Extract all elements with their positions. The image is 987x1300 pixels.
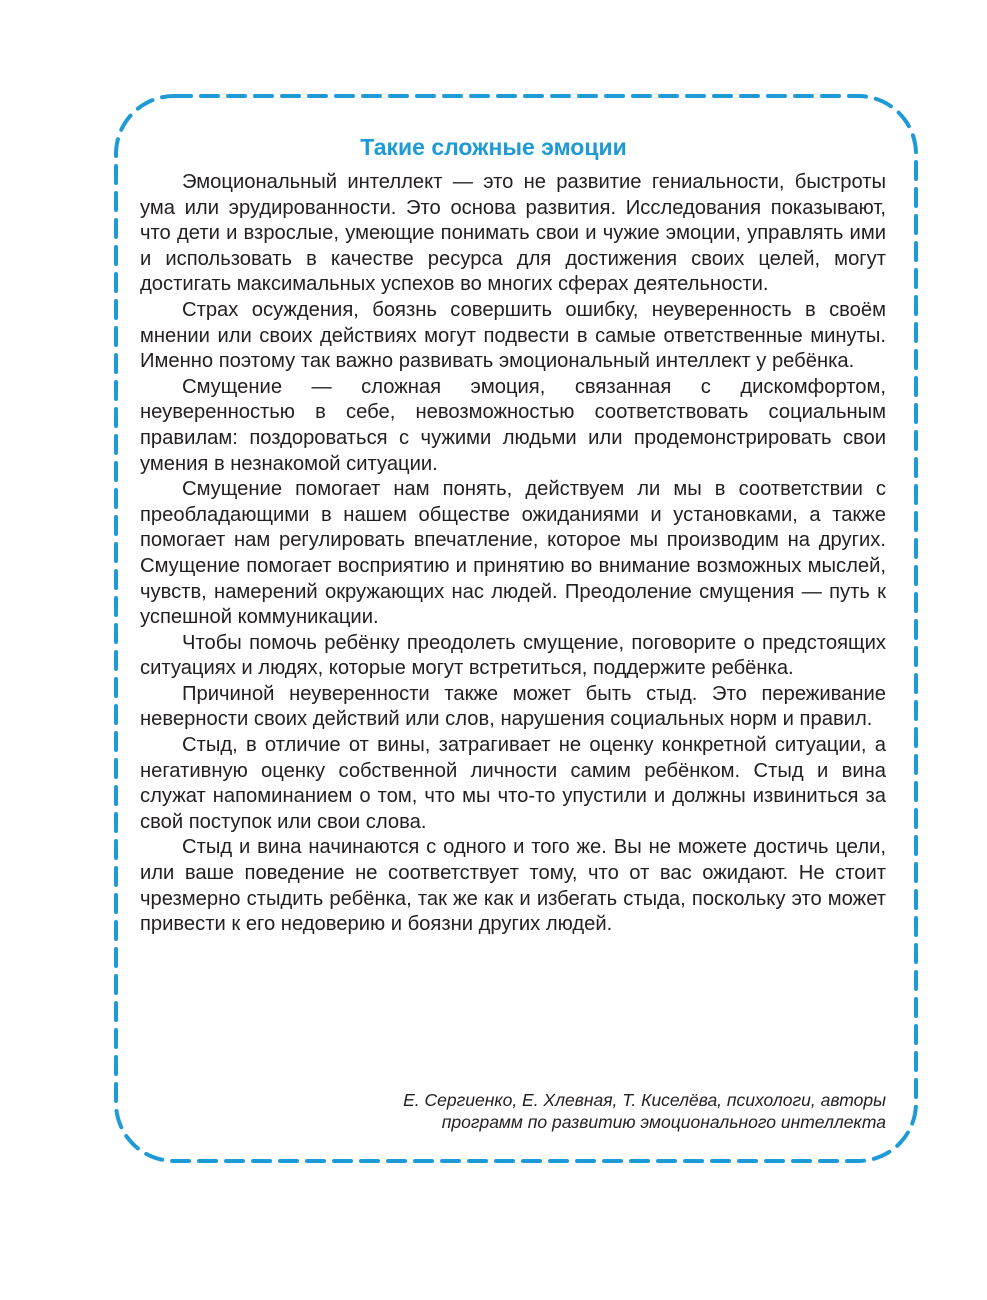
attribution-line-1: Е. Сергиенко, Е. Хлевная, Т. Киселёва, психологи, авторы <box>403 1090 886 1110</box>
paragraph: Чтобы помочь ребёнку преодолеть смущение, поговорите о предстоящих ситуациях и людях, которые могут встретиться, поддержите ребёнка. <box>140 631 886 680</box>
paragraph: Стыд и вина начинаются с одного и того же. Вы не можете достичь цели, или ваше поведение не соответствует тому, что от вас ожидают. Не стоит чрезмерно стыдить ребёнка, так же как и избегать стыда, поскольку это может привести к его недоверию и боязни других людей. <box>140 836 886 936</box>
paragraph: Смущение — сложная эмоция, связанная с дискомфортом, неуверенностью в себе, невозможностью соответствовать социальным правилам: поздороваться с чужими людьми или продемонстрировать свои умения в незнакомой ситуации. <box>140 375 886 475</box>
author-attribution <box>180 1089 886 1133</box>
paragraph: Причиной неуверенности также может быть стыд. Это переживание неверности своих действий или слов, нарушения социальных норм и правил. <box>140 682 886 731</box>
paragraph: Эмоциональный интеллект — это не развитие гениальности, быстроты ума или эрудированности. Это основа развития. Исследования показывают, что дети и взрослые, умеющие понимать свои и чужие эмоции, управлять ими и использовать в качестве ресурса для достижения своих целей, могут достигать максимальных успехов во многих сферах деятельности. <box>140 171 886 296</box>
paragraph: Страх осуждения, боязнь совершить ошибку, неуверенность в своём мнении или своих действиях могут подвести в самые ответственные минуты. Именно поэтому так важно развивать эмоциональный интеллект у ребёнка. <box>140 298 886 373</box>
attribution-line-2: программ по развитию эмоционального интеллекта <box>441 1112 886 1132</box>
box-title: Такие сложные эмоции <box>360 134 627 160</box>
paragraph: Смущение помогает нам понять, действуем ли мы в соответствии с преобладающими в нашем обществе ожиданиями и установками, а также помогает нам регулировать впечатление, которое мы производим на других. Смущение помогает восприятию и принятию во внимание возможных мыслей, чувств, намерений окружающих нас людей. Преодоление смущения — путь к успешной коммуникации. <box>140 478 886 629</box>
article-body <box>140 170 886 938</box>
paragraph: Стыд, в отличие от вины, затрагивает не оценку конкретной ситуации, а негативную оценку собственной личности самим ребёнком. Стыд и вина служат напоминанием о том, что мы что-то упустили и должны извиниться за свой поступок или свои слова. <box>140 734 886 833</box>
